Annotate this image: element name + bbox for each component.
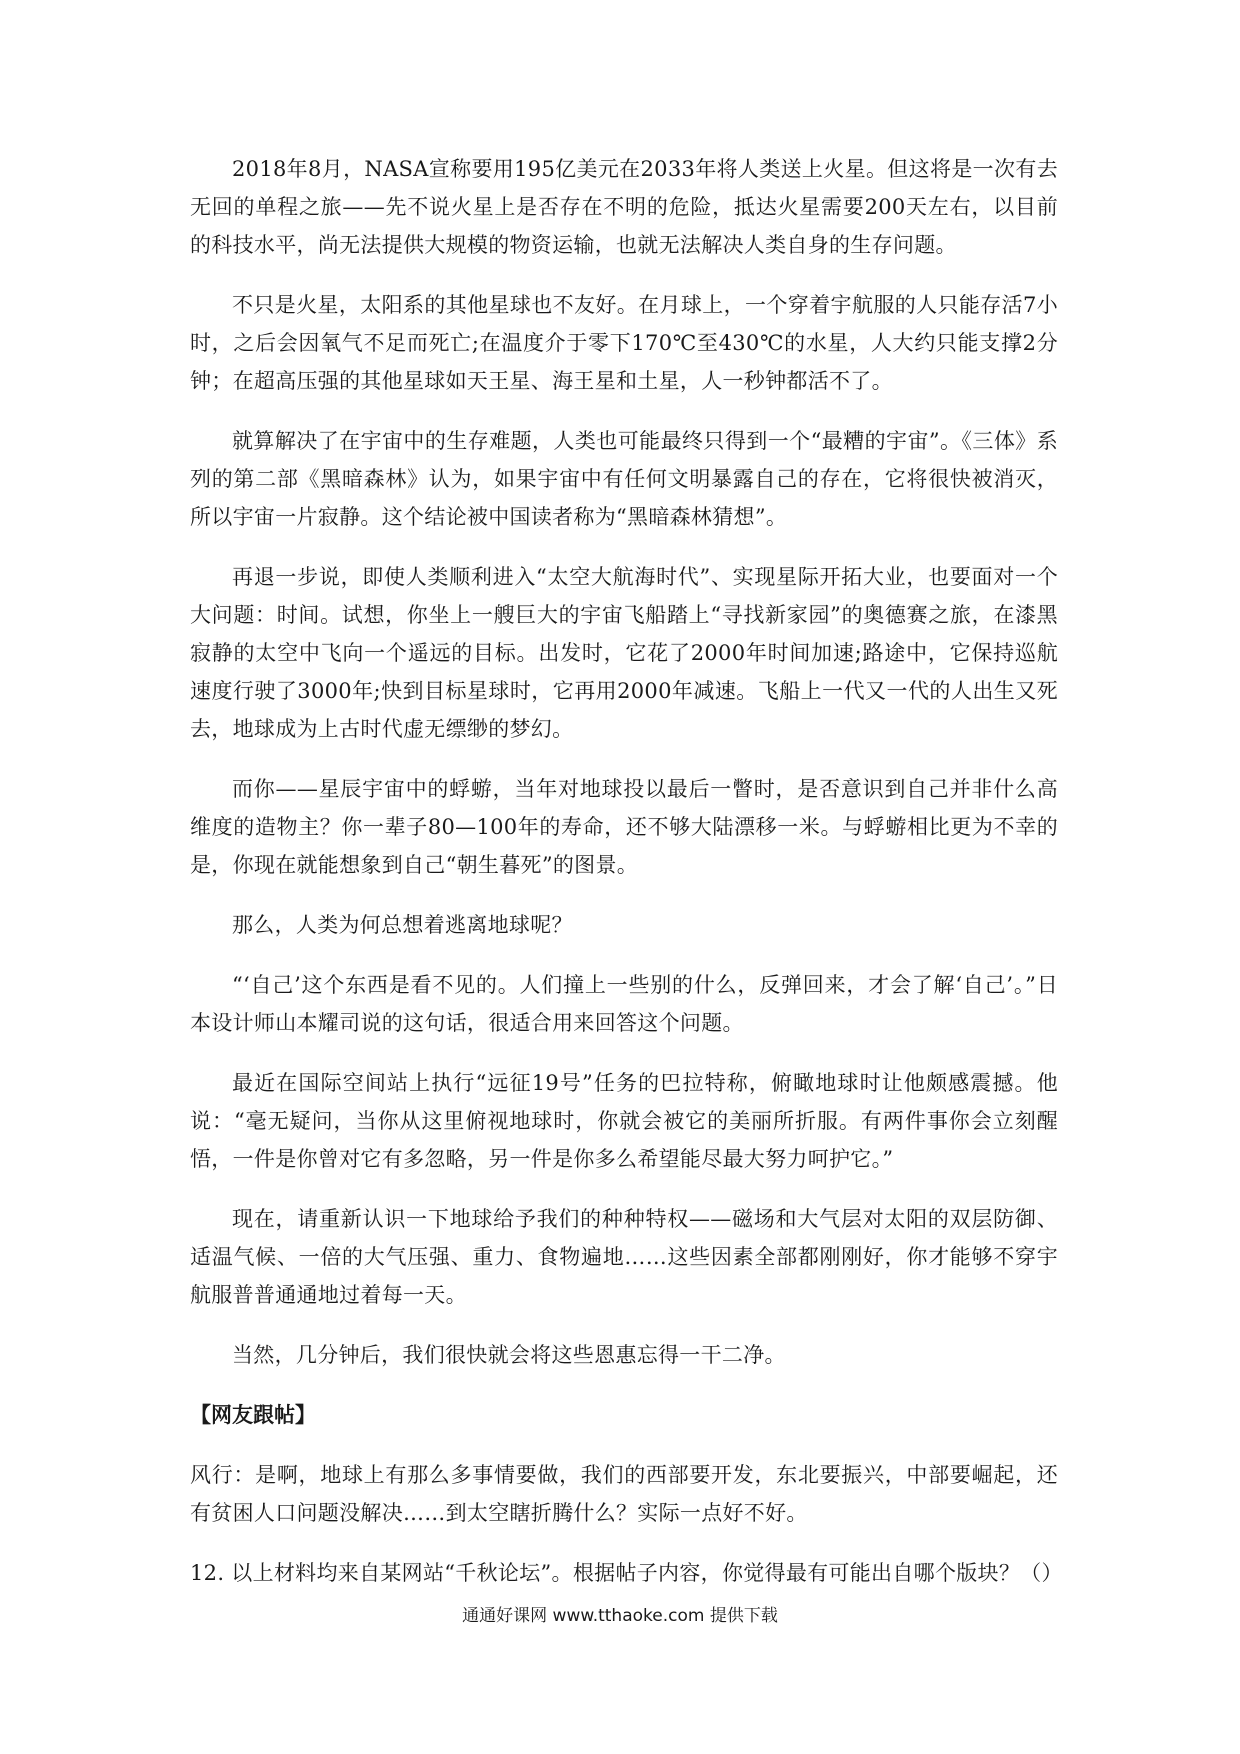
paragraph-mayfly: 而你——星辰宇宙中的蜉蝣，当年对地球投以最后一瞥时，是否意识到自己并非什么高维度的造物主？你一辈子80—100年的寿命，还不够大陆漂移一米。与蜉蝣相比更为不幸的是，你现在就能想象到自己“朝生暮死”的图景。 xyxy=(190,777,1058,877)
paragraph-forget: 当然，几分钟后，我们很快就会将这些恩惠忘得一干二净。 xyxy=(232,1343,786,1367)
question-12: 12. 以上材料均来自某网站“千秋论坛”。根据帖子内容，你觉得最有可能出自哪个版块？（） xyxy=(190,1561,1063,1585)
section-heading-replies: 【网友跟帖】 xyxy=(190,1402,316,1427)
paragraph-solar-system: 不只是火星，太阳系的其他星球也不友好。在月球上，一个穿着宇航服的人只能存活7小时，之后会因氧气不足而死亡;在温度介于零下170℃至430℃的水星，人大约只能支撑2分钟；在超高压强的其他星球如天王星、海王星和土星，人一秒钟都活不了。 xyxy=(190,293,1058,393)
reply-post: 风行：是啊，地球上有那么多事情要做，我们的西部要开发，东北要振兴，中部要崛起，还有贫困人口问题没解决……到太空瞎折腾什么？实际一点好不好。 xyxy=(190,1463,1058,1525)
document-body xyxy=(190,150,1063,1592)
paragraph-earth-privileges: 现在，请重新认识一下地球给予我们的种种特权——磁场和大气层对太阳的双层防御、适温气候、一倍的大气压强、重力、食物遍地……这些因素全部都刚刚好，你才能够不穿宇航服普普通通地过着每一天。 xyxy=(190,1207,1058,1307)
paragraph-dark-forest: 就算解决了在宇宙中的生存难题，人类也可能最终只得到一个“最糟的宇宙”。《三体》系列的第二部《黑暗森林》认为，如果宇宙中有任何文明暴露自己的存在，它将很快被消灭，所以宇宙一片寂静。这个结论被中国读者称为“黑暗森林猜想”。 xyxy=(190,429,1058,529)
paragraph-why-leave-earth: 那么，人类为何总想着逃离地球呢？ xyxy=(232,913,573,937)
paragraph-time-problem: 再退一步说，即使人类顺利进入“太空大航海时代”、实现星际开拓大业，也要面对一个大问题：时间。试想，你坐上一艘巨大的宇宙飞船踏上“寻找新家园”的奥德赛之旅，在漆黑寂静的太空中飞向一个遥远的目标。出发时，它花了2000年时间加速;路途中，它保持巡航速度行驶了3000年;快到目标星球时，它再用2000年减速。飞船上一代又一代的人出生又死去，地球成为上古时代虚无缥缈的梦幻。 xyxy=(190,565,1058,741)
paragraph-astronaut-quote: 最近在国际空间站上执行“远征19号”任务的巴拉特称，俯瞰地球时让他颇感震撼。他说：“毫无疑问，当你从这里俯视地球时，你就会被它的美丽所折服。有两件事你会立刻醒悟，一件是你曾对它有多忽略，另一件是你多么希望能尽最大努力呵护它。” xyxy=(190,1071,1058,1171)
paragraph-yamamoto-quote: “‘自己’这个东西是看不见的。人们撞上一些别的什么，反弹回来，才会了解‘自己’。”日本设计师山本耀司说的这句话，很适合用来回答这个问题。 xyxy=(190,973,1058,1035)
page-footer: 通通好课网 www.tthaoke.com 提供下载 xyxy=(462,1606,778,1626)
paragraph-nasa-mars: 2018年8月，NASA宣称要用195亿美元在2033年将人类送上火星。但这将是一次有去无回的单程之旅——先不说火星上是否存在不明的危险，抵达火星需要200天左右，以目前的科技水平，尚无法提供大规模的物资运输，也就无法解决人类自身的生存问题。 xyxy=(190,157,1058,257)
